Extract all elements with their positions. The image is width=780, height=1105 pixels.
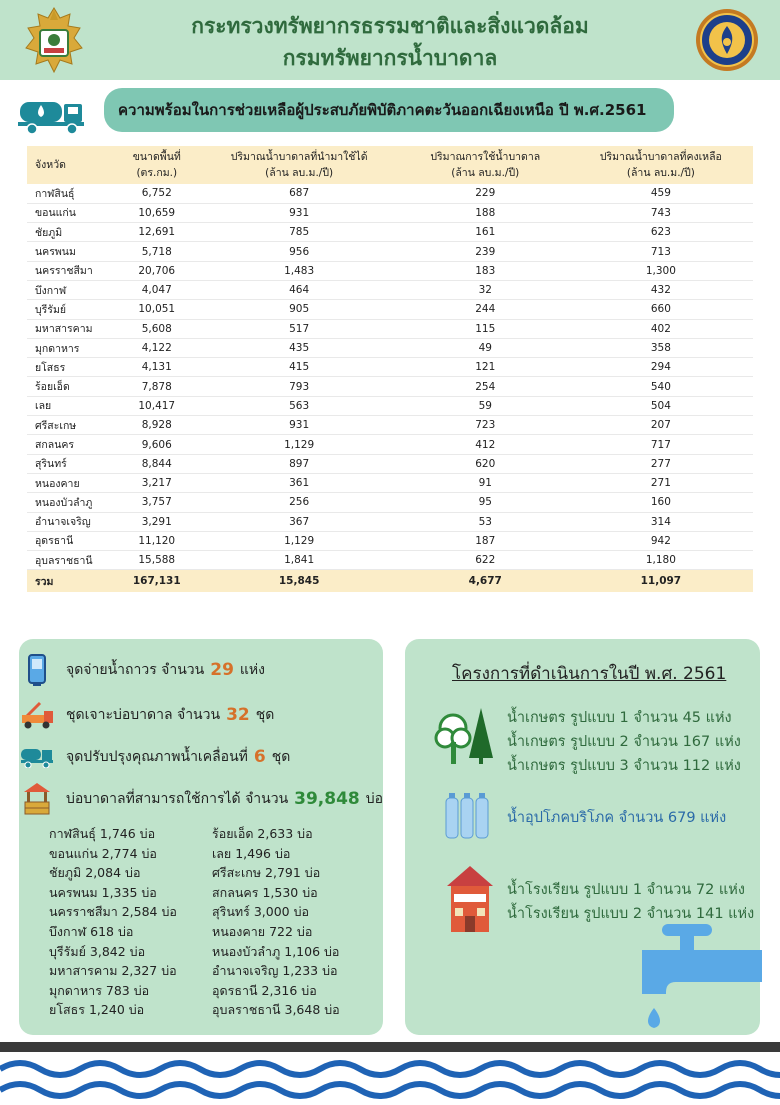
value-cell: 314 [569,512,753,531]
well-icon [22,782,52,816]
list-item: สกลนคร 1,530 บ่อ [212,884,318,900]
value-cell: 8,928 [117,416,197,435]
value-cell: 905 [197,300,402,319]
value-cell: 160 [569,493,753,512]
drilling-truck-icon [20,701,54,729]
list-item: ศรีสะเกษ 2,791 บ่อ [212,865,321,881]
agri-project-3: น้ำเกษตร รูปแบบ 3 จำนวน 112 แห่ง [507,758,741,774]
value-cell: 435 [197,338,402,357]
province-cell: บุรีรัมย์ [27,300,117,319]
value-cell: 59 [402,396,569,415]
value-cell: 10,051 [117,300,197,319]
value-cell: 244 [402,300,569,319]
header-area: ขนาดพื้นที่ (ตร.กม.) [117,146,197,184]
value-cell: 563 [197,396,402,415]
resource-row-wells: บ่อบาดาลที่สามารถใช้การได้ จำนวน 39,848 บ่อ [20,784,383,814]
table-row [27,338,753,357]
value-cell: 432 [569,280,753,299]
value-cell: 9,606 [117,435,197,454]
province-cell: หนองบัวลำภู [27,493,117,512]
table-row [27,396,753,415]
value-cell: 91 [402,473,569,492]
water-truck-icon [16,92,90,136]
province-cell: สกลนคร [27,435,117,454]
value-cell: 931 [197,203,402,222]
province-cell: อำนาจเจริญ [27,512,117,531]
value-cell: 53 [402,512,569,531]
province-cell: เลย [27,396,117,415]
value-cell: 254 [402,377,569,396]
value-cell: 622 [402,551,569,570]
province-cell: บึงกาฬ [27,280,117,299]
value-cell: 464 [197,280,402,299]
ministry-emblem-icon [22,6,86,74]
value-cell: 229 [402,184,569,203]
table-row [27,280,753,299]
list-item: สุรินทร์ 3,000 บ่อ [212,904,310,920]
table-row [27,454,753,473]
consumer-project: น้ำอุปโภคบริโภค จำนวน 679 แห่ง [507,810,727,826]
value-cell: 717 [569,435,753,454]
province-cell: สุรินทร์ [27,454,117,473]
list-item: นครพนม 1,335 บ่อ [49,884,157,900]
province-cell: กาฬสินธุ์ [27,184,117,203]
value-cell: 10,417 [117,396,197,415]
section-title-banner [104,88,674,132]
footer-waves [0,1042,780,1105]
section-title: ความพร้อมในการช่วยเหลือผู้ประสบภัยพิบัติภาคตะวันออกเฉียงเหนือ ปี พ.ศ.2561 [118,101,647,119]
value-cell: 723 [402,416,569,435]
value-cell: 504 [569,396,753,415]
header-province: จังหวัด [27,146,117,184]
province-cell: หนองคาย [27,473,117,492]
table-row [27,358,753,377]
value-cell: 623 [569,223,753,242]
wells-list-right [212,824,340,1020]
projects-title: โครงการที่ดำเนินการในปี พ.ศ. 2561 [452,664,727,684]
value-cell: 1,129 [197,531,402,550]
value-cell: 121 [402,358,569,377]
value-cell: 956 [197,242,402,261]
water-truck-icon [20,746,54,768]
value-cell: 517 [197,319,402,338]
province-cell: ชัยภูมิ [27,223,117,242]
value-cell: 32 [402,280,569,299]
list-item: ขอนแก่น 2,774 บ่อ [49,845,157,861]
dispenser-count: 29 [210,660,234,680]
value-cell: 4,131 [117,358,197,377]
table-row [27,435,753,454]
province-cell: มุกดาหาร [27,338,117,357]
value-cell: 11,120 [117,531,197,550]
list-item: เลย 1,496 บ่อ [212,845,291,861]
value-cell: 942 [569,531,753,550]
value-cell: 402 [569,319,753,338]
table-row [27,300,753,319]
value-cell: 5,608 [117,319,197,338]
value-cell: 3,291 [117,512,197,531]
value-cell: 897 [197,454,402,473]
school-icon [445,864,495,934]
total-value: 15,845 [197,570,402,592]
value-cell: 660 [569,300,753,319]
wells-list-left [49,824,177,1020]
table-row [27,493,753,512]
trees-icon [431,704,497,766]
list-item: ชัยภูมิ 2,084 บ่อ [49,865,141,881]
province-cell: มหาสารคาม [27,319,117,338]
value-cell: 271 [569,473,753,492]
value-cell: 1,483 [197,261,402,280]
table-header-row [27,146,753,184]
table-row [27,261,753,280]
list-item: นครราชสีมา 2,584 บ่อ [49,904,177,920]
value-cell: 3,757 [117,493,197,512]
resource-row-mobile-treatment: จุดปรับปรุงคุณภาพน้ำเคลื่อนที่ 6 ชุด [20,742,290,772]
province-cell: อุบลราชธานี [27,551,117,570]
total-label: รวม [27,570,117,592]
value-cell: 6,752 [117,184,197,203]
table-row [27,203,753,222]
resource-row-drilling: ชุดเจาะบ่อบาดาล จำนวน 32 ชุด [20,700,274,730]
value-cell: 49 [402,338,569,357]
value-cell: 294 [569,358,753,377]
water-bottles-icon [442,790,492,840]
value-cell: 687 [197,184,402,203]
table-row [27,416,753,435]
value-cell: 20,706 [117,261,197,280]
list-item: มหาสารคาม 2,327 บ่อ [49,963,177,979]
value-cell: 540 [569,377,753,396]
groundwater-table [27,146,753,592]
value-cell: 277 [569,454,753,473]
value-cell: 361 [197,473,402,492]
value-cell: 931 [197,416,402,435]
value-cell: 412 [402,435,569,454]
value-cell: 188 [402,203,569,222]
value-cell: 183 [402,261,569,280]
value-cell: 10,659 [117,203,197,222]
page-header [0,0,780,80]
value-cell: 1,300 [569,261,753,280]
table-row [27,184,753,203]
table-row [27,242,753,261]
resource-row-dispenser: จุดจ่ายน้ำถาวร จำนวน 29 แห่ง [20,655,265,685]
list-item: หนองบัวลำภู 1,106 บ่อ [212,943,340,959]
list-item: กาฬสินธุ์ 1,746 บ่อ [49,826,156,841]
list-item: ยโสธร 1,240 บ่อ [49,1002,145,1018]
school-project-2: น้ำโรงเรียน รูปแบบ 2 จำนวน 141 แห่ง [507,906,755,922]
list-item: อุบลราชธานี 3,648 บ่อ [212,1002,340,1018]
value-cell: 5,718 [117,242,197,261]
drilling-count: 32 [226,705,250,725]
list-item: บึงกาฬ 618 บ่อ [49,923,134,939]
table-row [27,512,753,531]
department-seal-icon [695,8,759,72]
value-cell: 1,129 [197,435,402,454]
department-name: กรมทรัพยากรน้ำบาดาล [282,46,498,70]
value-cell: 7,878 [117,377,197,396]
table-row [27,319,753,338]
value-cell: 95 [402,493,569,512]
value-cell: 115 [402,319,569,338]
value-cell: 15,588 [117,551,197,570]
total-value: 167,131 [117,570,197,592]
province-cell: ร้อยเอ็ด [27,377,117,396]
value-cell: 161 [402,223,569,242]
total-value: 4,677 [402,570,569,592]
list-item: อุดรธานี 2,316 บ่อ [212,982,317,998]
header-available: ปริมาณน้ำบาดาลที่นำมาใช้ได้ (ล้าน ลบ.ม./ปี) [197,146,402,184]
value-cell: 785 [197,223,402,242]
value-cell: 4,047 [117,280,197,299]
treatment-count: 6 [253,747,266,767]
value-cell: 207 [569,416,753,435]
list-item: อำนาจเจริญ 1,233 บ่อ [212,963,338,979]
province-cell: ขอนแก่น [27,203,117,222]
faucet-icon [622,920,762,1038]
wells-count: 39,848 [294,789,360,809]
table-row [27,223,753,242]
value-cell: 1,841 [197,551,402,570]
value-cell: 367 [197,512,402,531]
province-cell: ยโสธร [27,358,117,377]
ministry-name: กระทรวงทรัพยากรธรรมชาติและสิ่งแวดล้อม [191,14,589,38]
value-cell: 1,180 [569,551,753,570]
agri-project-2: น้ำเกษตร รูปแบบ 2 จำนวน 167 แห่ง [507,734,741,750]
value-cell: 743 [569,203,753,222]
list-item: มุกดาหาร 783 บ่อ [49,982,150,998]
province-cell: อุดรธานี [27,531,117,550]
province-cell: ศรีสะเกษ [27,416,117,435]
table-row [27,473,753,492]
value-cell: 4,122 [117,338,197,357]
table-total-row [27,570,753,592]
water-dispenser-icon [27,654,47,686]
table-row [27,377,753,396]
value-cell: 459 [569,184,753,203]
header-usage: ปริมาณการใช้น้ำบาดาล (ล้าน ลบ.ม./ปี) [402,146,569,184]
value-cell: 358 [569,338,753,357]
list-item: ร้อยเอ็ด 2,633 บ่อ [212,826,313,841]
value-cell: 8,844 [117,454,197,473]
school-project-1: น้ำโรงเรียน รูปแบบ 1 จำนวน 72 แห่ง [507,882,745,898]
agri-project-1: น้ำเกษตร รูปแบบ 1 จำนวน 45 แห่ง [507,710,732,726]
value-cell: 793 [197,377,402,396]
value-cell: 239 [402,242,569,261]
table-row [27,551,753,570]
province-cell: นครพนม [27,242,117,261]
value-cell: 187 [402,531,569,550]
value-cell: 12,691 [117,223,197,242]
province-cell: นครราชสีมา [27,261,117,280]
total-value: 11,097 [569,570,753,592]
value-cell: 713 [569,242,753,261]
value-cell: 415 [197,358,402,377]
value-cell: 256 [197,493,402,512]
table-row [27,531,753,550]
list-item: บุรีรัมย์ 3,842 บ่อ [49,943,146,959]
header-remaining: ปริมาณน้ำบาดาลที่คงเหลือ (ล้าน ลบ.ม./ปี) [569,146,753,184]
list-item: หนองคาย 722 บ่อ [212,923,313,939]
value-cell: 620 [402,454,569,473]
value-cell: 3,217 [117,473,197,492]
